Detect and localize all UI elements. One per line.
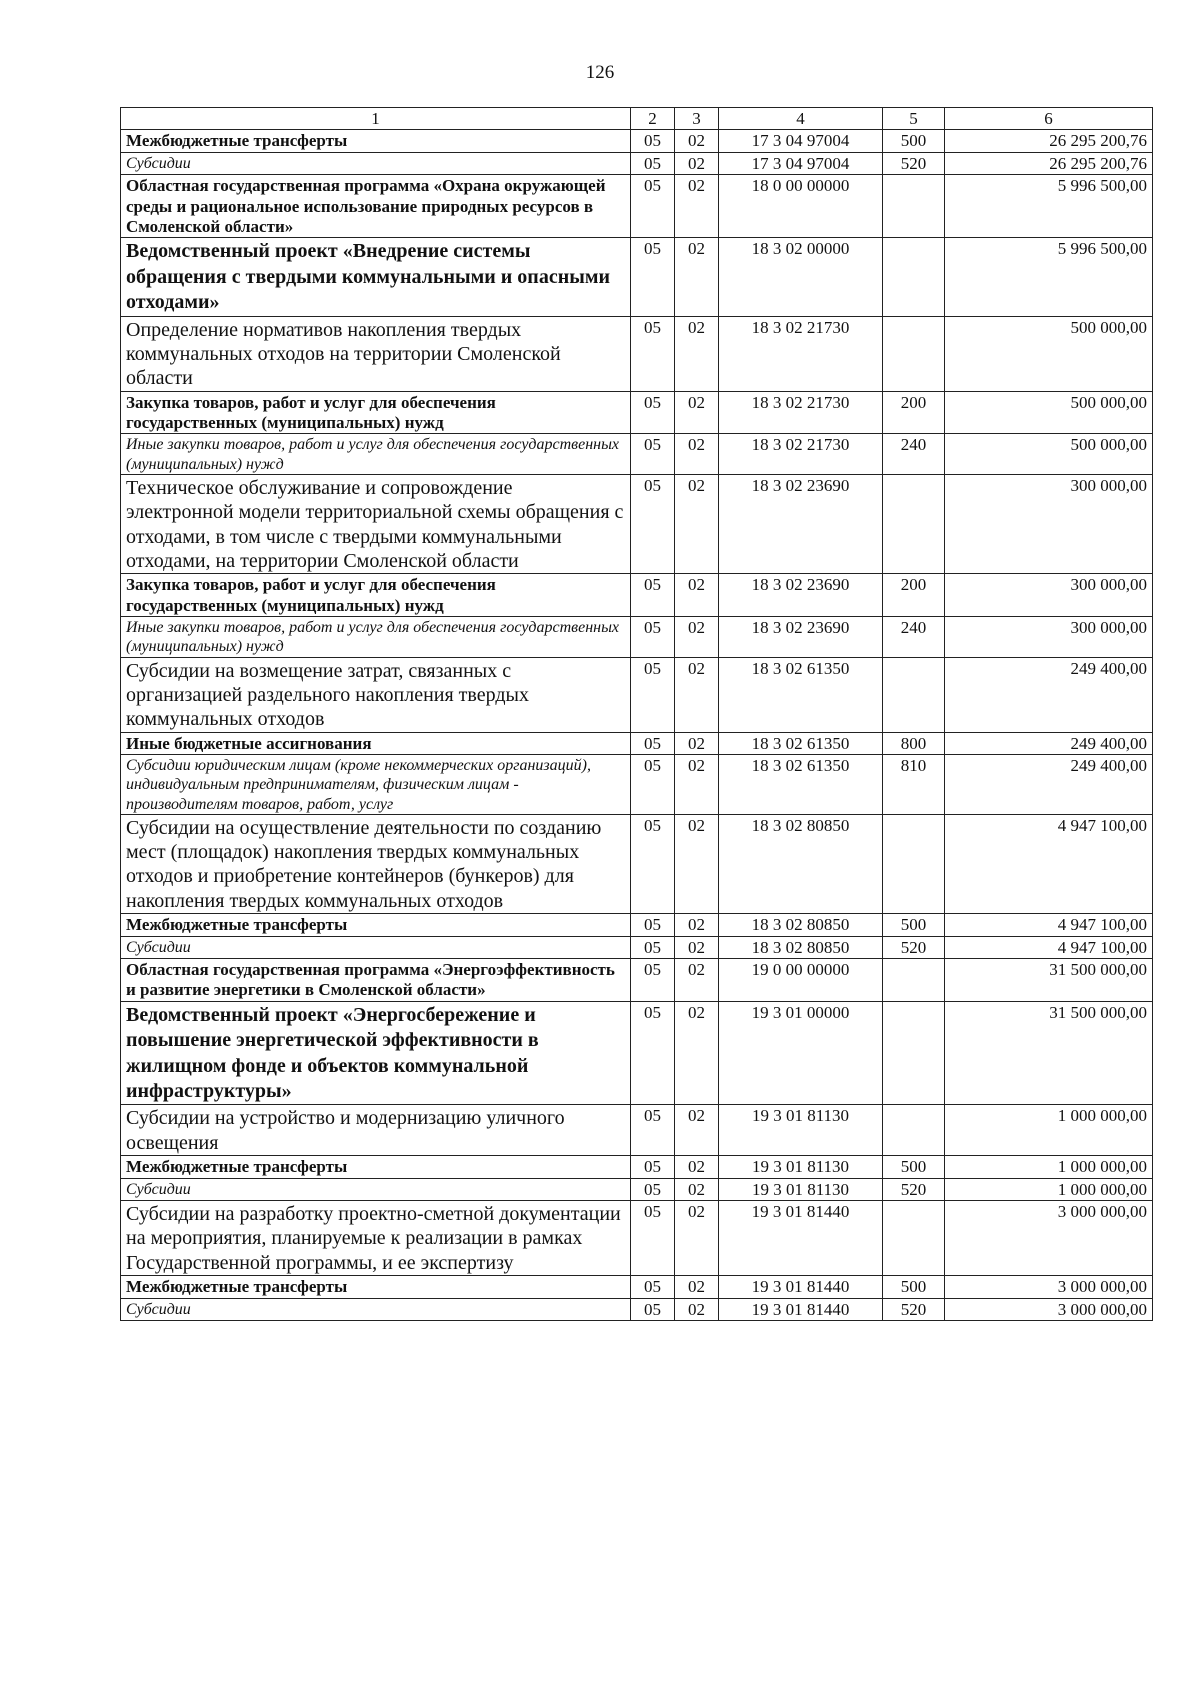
section-code: 05 (631, 814, 675, 914)
expense-type-code: 810 (883, 755, 945, 815)
section-code: 05 (631, 657, 675, 732)
subsection-code: 02 (675, 1178, 719, 1200)
target-article-code: 19 3 01 81130 (719, 1178, 883, 1200)
item-name: Закупка товаров, работ и услуг для обеспечения государственных (муниципальных) нужд (121, 391, 631, 434)
item-name: Субсидии (121, 1298, 631, 1320)
section-code: 05 (631, 755, 675, 815)
subsection-code: 02 (675, 814, 719, 914)
item-name: Субсидии (121, 152, 631, 174)
item-name: Иные закупки товаров, работ и услуг для обеспечения государственных (муниципальных) нужд (121, 434, 631, 474)
expense-type-code (883, 316, 945, 391)
expense-type-code (883, 959, 945, 1002)
item-name: Межбюджетные трансферты (121, 130, 631, 152)
header-cell-4: 4 (719, 108, 883, 130)
target-article-code: 18 3 02 80850 (719, 914, 883, 936)
table-row (121, 316, 1153, 391)
item-name: Субсидии на устройство и модернизацию уличного освещения (121, 1105, 631, 1156)
target-article-code: 17 3 04 97004 (719, 130, 883, 152)
header-cell-2: 2 (631, 108, 675, 130)
amount: 3 000 000,00 (945, 1200, 1153, 1275)
section-code: 05 (631, 574, 675, 617)
target-article-code: 18 3 02 21730 (719, 391, 883, 434)
section-code: 05 (631, 914, 675, 936)
subsection-code: 02 (675, 434, 719, 474)
amount: 249 400,00 (945, 657, 1153, 732)
expense-type-code: 520 (883, 1178, 945, 1200)
expense-type-code: 500 (883, 914, 945, 936)
table-row (121, 238, 1153, 316)
amount: 4 947 100,00 (945, 814, 1153, 914)
section-code: 05 (631, 617, 675, 657)
subsection-code: 02 (675, 959, 719, 1002)
expense-type-code (883, 175, 945, 238)
amount: 249 400,00 (945, 755, 1153, 815)
subsection-code: 02 (675, 914, 719, 936)
subsection-code: 02 (675, 1298, 719, 1320)
section-code: 05 (631, 1001, 675, 1105)
table-row (121, 434, 1153, 474)
amount: 500 000,00 (945, 434, 1153, 474)
table-row (121, 1178, 1153, 1200)
target-article-code: 19 3 01 00000 (719, 1001, 883, 1105)
subsection-code: 02 (675, 617, 719, 657)
table-row (121, 755, 1153, 815)
expense-type-code: 500 (883, 1156, 945, 1178)
section-code: 05 (631, 434, 675, 474)
target-article-code: 17 3 04 97004 (719, 152, 883, 174)
target-article-code: 18 3 02 80850 (719, 936, 883, 958)
section-code: 05 (631, 316, 675, 391)
subsection-code: 02 (675, 1105, 719, 1156)
expense-type-code: 200 (883, 391, 945, 434)
item-name: Техническое обслуживание и сопровождение электронной модели территориальной схемы обращения с отходами, в том числе с твердыми коммунальными отходами, на территории Смоленской области (121, 474, 631, 574)
expense-type-code: 520 (883, 936, 945, 958)
table-row (121, 1105, 1153, 1156)
section-code: 05 (631, 1156, 675, 1178)
target-article-code: 18 3 02 80850 (719, 814, 883, 914)
section-code: 05 (631, 474, 675, 574)
table-row (121, 152, 1153, 174)
amount: 26 295 200,76 (945, 152, 1153, 174)
subsection-code: 02 (675, 574, 719, 617)
page-number: 126 (585, 62, 615, 83)
expense-type-code (883, 814, 945, 914)
item-name: Межбюджетные трансферты (121, 1276, 631, 1298)
item-name: Субсидии на разработку проектно-сметной документации на мероприятия, планируемые к реализации в рамках Государственной программы, и ее экспертизу (121, 1200, 631, 1275)
section-code: 05 (631, 130, 675, 152)
item-name: Областная государственная программа «Энергоэффективность и развитие энергетики в Смоленской области» (121, 959, 631, 1002)
item-name: Субсидии (121, 936, 631, 958)
amount: 1 000 000,00 (945, 1178, 1153, 1200)
section-code: 05 (631, 732, 675, 754)
section-code: 05 (631, 1298, 675, 1320)
header-cell-1: 1 (121, 108, 631, 130)
section-code: 05 (631, 936, 675, 958)
amount: 1 000 000,00 (945, 1105, 1153, 1156)
section-code: 05 (631, 391, 675, 434)
table-row (121, 936, 1153, 958)
section-code: 05 (631, 1178, 675, 1200)
amount: 4 947 100,00 (945, 936, 1153, 958)
expense-type-code (883, 1105, 945, 1156)
subsection-code: 02 (675, 391, 719, 434)
item-name: Субсидии юридическим лицам (кроме некоммерческих организаций), индивидуальным предпринимателям, физическим лицам - производителям товаров, работ, услуг (121, 755, 631, 815)
table-row (121, 130, 1153, 152)
target-article-code: 18 3 02 21730 (719, 316, 883, 391)
header-cell-6: 6 (945, 108, 1153, 130)
item-name: Субсидии на осуществление деятельности по созданию мест (площадок) накопления твердых коммунальных отходов и приобретение контейнеров (бункеров) для накопления твердых коммунальных отходов (121, 814, 631, 914)
expense-type-code: 520 (883, 1298, 945, 1320)
subsection-code: 02 (675, 1200, 719, 1275)
subsection-code: 02 (675, 1156, 719, 1178)
amount: 26 295 200,76 (945, 130, 1153, 152)
target-article-code: 19 3 01 81130 (719, 1105, 883, 1156)
target-article-code: 18 3 02 23690 (719, 474, 883, 574)
subsection-code: 02 (675, 755, 719, 815)
amount: 249 400,00 (945, 732, 1153, 754)
table-row (121, 914, 1153, 936)
table-row (121, 1200, 1153, 1275)
amount: 500 000,00 (945, 391, 1153, 434)
expense-type-code (883, 238, 945, 316)
target-article-code: 19 3 01 81440 (719, 1298, 883, 1320)
section-code: 05 (631, 1105, 675, 1156)
expense-type-code: 800 (883, 732, 945, 754)
amount: 300 000,00 (945, 474, 1153, 574)
target-article-code: 18 3 02 61350 (719, 657, 883, 732)
amount: 5 996 500,00 (945, 238, 1153, 316)
table-body (121, 108, 1153, 1321)
amount: 31 500 000,00 (945, 1001, 1153, 1105)
table-row (121, 1001, 1153, 1105)
item-name: Ведомственный проект «Внедрение системы обращения с твердыми коммунальными и опасными отходами» (121, 238, 631, 316)
target-article-code: 18 3 02 61350 (719, 732, 883, 754)
item-name: Определение нормативов накопления твердых коммунальных отходов на территории Смоленской области (121, 316, 631, 391)
expense-type-code: 500 (883, 1276, 945, 1298)
table-row (121, 657, 1153, 732)
subsection-code: 02 (675, 152, 719, 174)
item-name: Закупка товаров, работ и услуг для обеспечения государственных (муниципальных) нужд (121, 574, 631, 617)
table-row (121, 1156, 1153, 1178)
expense-type-code: 500 (883, 130, 945, 152)
table-header-row (121, 108, 1153, 130)
amount: 300 000,00 (945, 617, 1153, 657)
target-article-code: 18 3 02 00000 (719, 238, 883, 316)
expense-type-code (883, 474, 945, 574)
subsection-code: 02 (675, 732, 719, 754)
expense-type-code: 520 (883, 152, 945, 174)
expense-type-code: 240 (883, 617, 945, 657)
item-name: Областная государственная программа «Охрана окружающей среды и рациональное использование природных ресурсов в Смоленской области» (121, 175, 631, 238)
subsection-code: 02 (675, 1276, 719, 1298)
amount: 1 000 000,00 (945, 1156, 1153, 1178)
item-name: Межбюджетные трансферты (121, 914, 631, 936)
header-cell-3: 3 (675, 108, 719, 130)
expense-type-code (883, 1200, 945, 1275)
target-article-code: 18 3 02 61350 (719, 755, 883, 815)
target-article-code: 19 3 01 81440 (719, 1276, 883, 1298)
expense-type-code (883, 657, 945, 732)
table-row (121, 391, 1153, 434)
subsection-code: 02 (675, 657, 719, 732)
section-code: 05 (631, 175, 675, 238)
section-code: 05 (631, 238, 675, 316)
target-article-code: 18 3 02 21730 (719, 434, 883, 474)
section-code: 05 (631, 959, 675, 1002)
item-name: Ведомственный проект «Энергосбережение и повышение энергетической эффективности в жилищном фонде и объектов коммунальной инфраструктуры» (121, 1001, 631, 1105)
expense-type-code: 200 (883, 574, 945, 617)
target-article-code: 19 3 01 81440 (719, 1200, 883, 1275)
item-name: Субсидии на возмещение затрат, связанных с организацией раздельного накопления твердых коммунальных отходов (121, 657, 631, 732)
item-name: Иные бюджетные ассигнования (121, 732, 631, 754)
amount: 300 000,00 (945, 574, 1153, 617)
table-row (121, 474, 1153, 574)
target-article-code: 18 3 02 23690 (719, 617, 883, 657)
expense-type-code: 240 (883, 434, 945, 474)
amount: 3 000 000,00 (945, 1276, 1153, 1298)
amount: 3 000 000,00 (945, 1298, 1153, 1320)
table-row (121, 1298, 1153, 1320)
target-article-code: 19 0 00 00000 (719, 959, 883, 1002)
table-row (121, 959, 1153, 1002)
amount: 5 996 500,00 (945, 175, 1153, 238)
target-article-code: 18 3 02 23690 (719, 574, 883, 617)
subsection-code: 02 (675, 175, 719, 238)
item-name: Субсидии (121, 1178, 631, 1200)
table-row (121, 617, 1153, 657)
table-row (121, 814, 1153, 914)
subsection-code: 02 (675, 238, 719, 316)
section-code: 05 (631, 152, 675, 174)
subsection-code: 02 (675, 474, 719, 574)
header-cell-5: 5 (883, 108, 945, 130)
amount: 4 947 100,00 (945, 914, 1153, 936)
subsection-code: 02 (675, 936, 719, 958)
table-row (121, 175, 1153, 238)
section-code: 05 (631, 1200, 675, 1275)
amount: 500 000,00 (945, 316, 1153, 391)
item-name: Иные закупки товаров, работ и услуг для обеспечения государственных (муниципальных) нужд (121, 617, 631, 657)
table-row (121, 1276, 1153, 1298)
subsection-code: 02 (675, 1001, 719, 1105)
table-row (121, 732, 1153, 754)
amount: 31 500 000,00 (945, 959, 1153, 1002)
table-row (121, 574, 1153, 617)
expense-type-code (883, 1001, 945, 1105)
budget-table (120, 107, 1153, 1321)
subsection-code: 02 (675, 130, 719, 152)
target-article-code: 19 3 01 81130 (719, 1156, 883, 1178)
item-name: Межбюджетные трансферты (121, 1156, 631, 1178)
subsection-code: 02 (675, 316, 719, 391)
target-article-code: 18 0 00 00000 (719, 175, 883, 238)
section-code: 05 (631, 1276, 675, 1298)
